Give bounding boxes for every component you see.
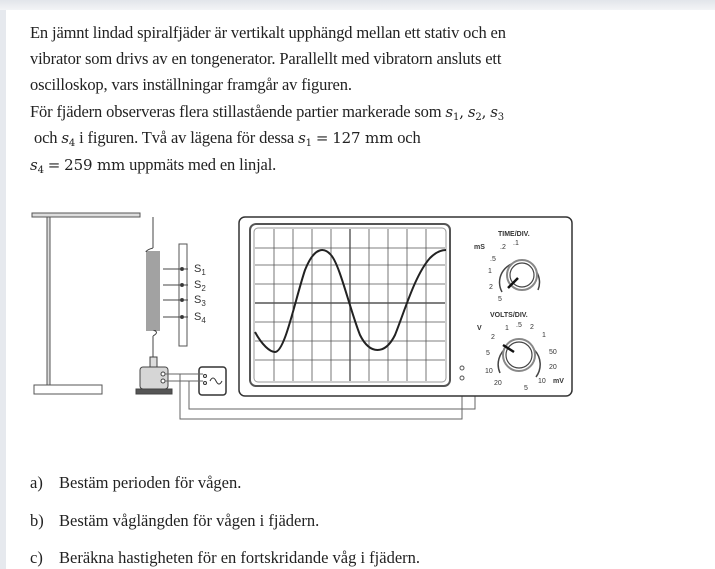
time-tick: 5 [498,296,502,303]
intro-line-6 [30,152,276,184]
question-a [30,473,241,493]
math-equals: = [47,156,61,174]
time-tick: 1 [488,268,492,275]
question-label: a) [30,473,43,492]
marker-label-s2: $S_2$ [194,279,206,293]
volts-tick: 10 [485,368,493,375]
volts-div-unit-mv: mV [553,378,564,385]
time-tick: 2 [489,284,493,291]
spring [146,217,160,357]
intro-line-2: vibrator som drivs av en tongenerator. Parallellt med vibratorn ansluts ett [30,49,502,68]
ruler [179,244,187,346]
time-tick: .5 [490,256,496,263]
volts-tick: .5 [516,322,522,329]
marker-label-s1: $S_1$ [194,263,206,277]
volts-tick: 1 [505,325,509,332]
question-c [30,548,420,568]
marker-label-s4: $S_4$ [194,311,206,325]
stand-top-bar [32,213,140,217]
math-s2 [468,103,482,121]
math-s3 [490,103,504,121]
math-sub: 1 [305,138,312,149]
math-sub: 4 [68,138,76,149]
question-label: c) [30,548,43,567]
volts-div-unit-v: V [477,325,482,332]
mv-tick: 2 [530,324,534,331]
math-sub: 4 [37,165,44,176]
mv-tick: 1 [542,332,546,339]
intro-line-1: En jämnt lindad spiralfjäder är vertikalt upphängd mellan ett stativ och en [30,23,506,42]
intro-line-5-pre: och [34,128,58,147]
stand-pole [47,217,50,385]
time-div-title: TIME/DIV. [498,231,530,238]
mv-tick: 5 [524,385,528,392]
tone-generator [199,367,226,395]
math-sub: 3 [497,112,504,123]
math-s: s [298,129,306,147]
vibrator [136,357,172,394]
question-text: Bestäm våglängden för vågen i fjädern. [59,511,320,530]
time-tick: .1 [513,240,519,247]
volts-tick: 2 [491,334,495,341]
stand [32,213,140,394]
math-s4 [61,129,75,147]
time-tick: .2 [500,244,506,251]
math-s1-eq [298,129,312,147]
math-s: s [30,156,38,174]
math-s: s [61,129,69,147]
s4-value: 259 mm [64,156,126,174]
question-label: b) [30,511,44,530]
marker-labels [194,263,206,325]
mv-tick: 50 [549,349,557,356]
intro-line-5-mid: i figuren. Två av lägena för dessa [79,128,295,147]
stand-base [34,385,102,394]
intro-line-6-post: uppmäts med en linjal. [129,155,277,174]
question-text: Bestäm perioden för vågen. [59,473,242,492]
math-comma: , [481,103,487,121]
math-s: s [490,103,498,121]
intro-line-3: oscilloskop, vars inställningar framgår av figuren. [30,75,352,94]
math-equals: = [315,129,329,147]
math-sub: 1 [452,112,460,123]
experiment-figure [0,200,600,430]
top-band [0,0,715,10]
question-b [30,511,319,531]
marker-label-s3: $S_3$ [194,294,206,308]
mv-tick: 20 [549,364,557,371]
math-sub: 2 [475,112,482,123]
time-div-unit: mS [474,244,485,251]
math-comma: , [459,103,464,121]
volts-tick: 5 [486,350,490,357]
volts-div-title: VOLTS/DIV. [490,312,528,319]
question-text: Beräkna hastigheten för en fortskridande våg i fjädern. [59,548,421,567]
math-s4-eq [30,156,44,174]
math-s1 [445,103,459,121]
mv-tick: 10 [538,378,546,385]
math-s: s [467,103,476,121]
math-s: s [445,103,453,121]
volts-tick: 20 [494,380,502,387]
s1-value: 127 mm [332,129,394,147]
intro-line-5-post: och [397,128,421,147]
intro-line-4-text: För fjädern observeras flera stillastående partier markerade som [30,102,442,121]
